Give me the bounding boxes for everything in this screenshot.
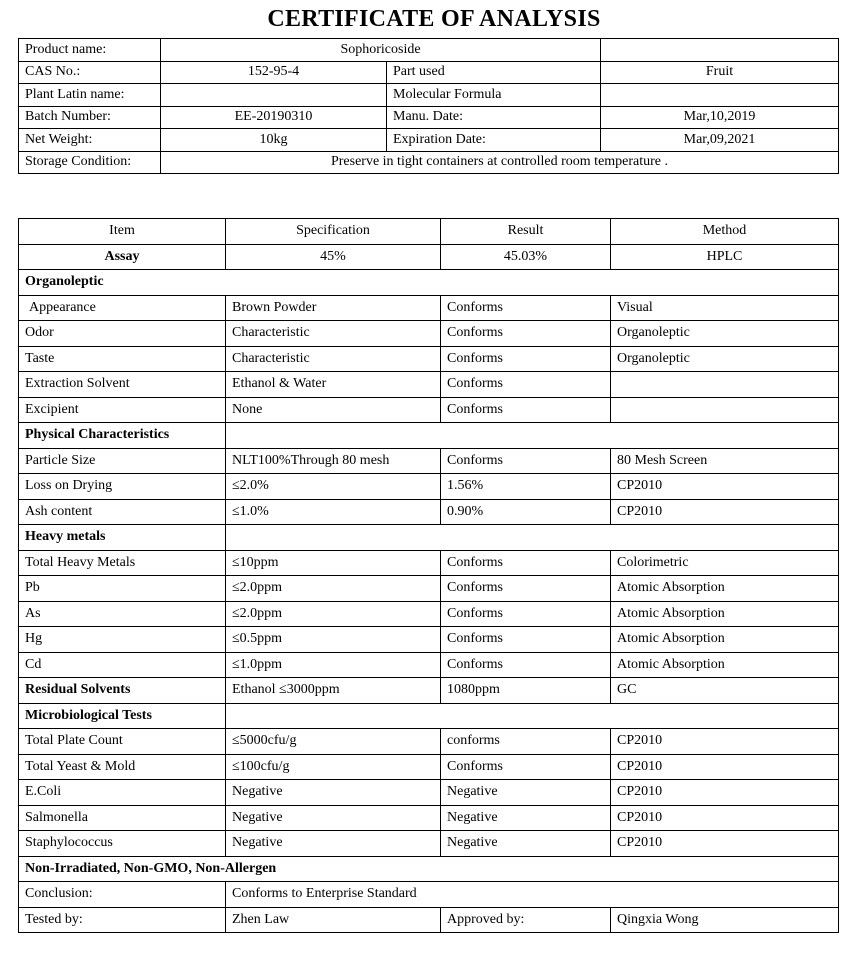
table-row: [19, 601, 839, 627]
row-spec: Brown Powder: [226, 295, 441, 321]
assay-method: HPLC: [611, 244, 839, 270]
row-result: Conforms: [441, 652, 611, 678]
table-row: [19, 550, 839, 576]
molecular-formula-label: Molecular Formula: [387, 84, 601, 107]
row-method: 80 Mesh Screen: [611, 448, 839, 474]
row-item: Cd: [19, 652, 226, 678]
table-row: [19, 106, 839, 129]
assay-spec: 45%: [226, 244, 441, 270]
table-row: [19, 907, 839, 933]
table-row: [19, 831, 839, 857]
row-result: Conforms: [441, 601, 611, 627]
row-item: Extraction Solvent: [19, 372, 226, 398]
row-method: [611, 397, 839, 423]
manu-date-value: Mar,10,2019: [601, 106, 839, 129]
section-row: [19, 525, 839, 551]
residual-solvents-result: 1080ppm: [441, 678, 611, 704]
row-item: Appearance: [19, 295, 226, 321]
storage-label: Storage Condition:: [19, 151, 161, 174]
plant-latin-value: [161, 84, 387, 107]
row-spec: ≤2.0ppm: [226, 576, 441, 602]
row-spec: ≤5000cfu/g: [226, 729, 441, 755]
row-method: Visual: [611, 295, 839, 321]
residual-solvents-item: Residual Solvents: [19, 678, 226, 704]
row-item: Hg: [19, 627, 226, 653]
part-used-value: Fruit: [601, 61, 839, 84]
manu-date-label: Manu. Date:: [387, 106, 601, 129]
assay-item: Assay: [19, 244, 226, 270]
row-spec: ≤10ppm: [226, 550, 441, 576]
row-method: CP2010: [611, 729, 839, 755]
row-spec: ≤2.0ppm: [226, 601, 441, 627]
table-row: [19, 474, 839, 500]
table-row: [19, 84, 839, 107]
table-row: [19, 882, 839, 908]
header-item: Item: [19, 219, 226, 245]
row-item: Taste: [19, 346, 226, 372]
row-result: 0.90%: [441, 499, 611, 525]
row-method: Colorimetric: [611, 550, 839, 576]
conclusion-value: Conforms to Enterprise Standard: [226, 882, 839, 908]
expiration-label: Expiration Date:: [387, 129, 601, 152]
net-weight-label: Net Weight:: [19, 129, 161, 152]
table-row: [19, 129, 839, 152]
table-row: [19, 652, 839, 678]
row-item: Salmonella: [19, 805, 226, 831]
row-spec: Negative: [226, 831, 441, 857]
row-method: CP2010: [611, 831, 839, 857]
page-title: CERTIFICATE OF ANALYSIS: [267, 6, 601, 32]
row-result: 1.56%: [441, 474, 611, 500]
row-result: conforms: [441, 729, 611, 755]
empty-cell: [226, 703, 839, 729]
row-result: Conforms: [441, 321, 611, 347]
row-result: Negative: [441, 805, 611, 831]
row-method: Atomic Absorption: [611, 601, 839, 627]
row-method: Organoleptic: [611, 346, 839, 372]
header-result: Result: [441, 219, 611, 245]
analysis-table: [18, 218, 839, 933]
approved-by-value: Qingxia Wong: [611, 907, 839, 933]
row-method: CP2010: [611, 805, 839, 831]
row-method: CP2010: [611, 754, 839, 780]
cas-value: 152-95-4: [161, 61, 387, 84]
row-spec: Negative: [226, 780, 441, 806]
table-row: [19, 729, 839, 755]
empty-cell: [226, 423, 839, 449]
header-method: Method: [611, 219, 839, 245]
tested-by-value: Zhen Law: [226, 907, 441, 933]
row-item: Ash content: [19, 499, 226, 525]
table-header-row: [19, 219, 839, 245]
section-row: [19, 270, 839, 296]
row-spec: Negative: [226, 805, 441, 831]
net-weight-value: 10kg: [161, 129, 387, 152]
row-result: Negative: [441, 780, 611, 806]
row-item: Particle Size: [19, 448, 226, 474]
row-method: CP2010: [611, 780, 839, 806]
row-method: Atomic Absorption: [611, 627, 839, 653]
section-row: [19, 703, 839, 729]
row-result: Conforms: [441, 576, 611, 602]
section-row: [19, 423, 839, 449]
row-spec: ≤100cfu/g: [226, 754, 441, 780]
row-result: Conforms: [441, 295, 611, 321]
table-row: [19, 61, 839, 84]
residual-solvents-method: GC: [611, 678, 839, 704]
storage-value: Preserve in tight containers at controlled room temperature .: [161, 151, 839, 174]
row-spec: ≤0.5ppm: [226, 627, 441, 653]
row-method: [611, 372, 839, 398]
row-spec: ≤1.0%: [226, 499, 441, 525]
table-row: [19, 448, 839, 474]
row-method: CP2010: [611, 474, 839, 500]
row-result: Conforms: [441, 372, 611, 398]
row-result: Conforms: [441, 346, 611, 372]
table-row: [19, 754, 839, 780]
plant-latin-label: Plant Latin name:: [19, 84, 161, 107]
row-result: Conforms: [441, 627, 611, 653]
product-info-table: [18, 38, 839, 174]
tested-by-label: Tested by:: [19, 907, 226, 933]
table-row: [19, 627, 839, 653]
row-item: Excipient: [19, 397, 226, 423]
row-method: Organoleptic: [611, 321, 839, 347]
table-row: [19, 321, 839, 347]
row-item: Total Yeast & Mold: [19, 754, 226, 780]
table-row: [19, 295, 839, 321]
row-item: Staphylococcus: [19, 831, 226, 857]
row-item: Loss on Drying: [19, 474, 226, 500]
section-row: [19, 856, 839, 882]
row-item: Pb: [19, 576, 226, 602]
assay-result: 45.03%: [441, 244, 611, 270]
row-method: Atomic Absorption: [611, 652, 839, 678]
row-result: Negative: [441, 831, 611, 857]
product-name-value: Sophoricoside: [161, 39, 601, 62]
assay-row: [19, 244, 839, 270]
table-row: [19, 805, 839, 831]
part-used-label: Part used: [387, 61, 601, 84]
table-row: [19, 576, 839, 602]
section-microbiological: Microbiological Tests: [19, 703, 226, 729]
row-result: Conforms: [441, 448, 611, 474]
table-row: [19, 346, 839, 372]
section-heavy-metals: Heavy metals: [19, 525, 226, 551]
expiration-value: Mar,09,2021: [601, 129, 839, 152]
table-row: [19, 499, 839, 525]
row-spec: NLT100%Through 80 mesh: [226, 448, 441, 474]
row-spec: ≤1.0ppm: [226, 652, 441, 678]
row-spec: Characteristic: [226, 321, 441, 347]
row-method: Atomic Absorption: [611, 576, 839, 602]
table-row: [19, 151, 839, 174]
table-row: [19, 780, 839, 806]
section-organoleptic: Organoleptic: [19, 270, 839, 296]
row-item: Total Plate Count: [19, 729, 226, 755]
row-spec: Characteristic: [226, 346, 441, 372]
table-row: [19, 678, 839, 704]
molecular-formula-value: [601, 84, 839, 107]
row-method: CP2010: [611, 499, 839, 525]
approved-by-label: Approved by:: [441, 907, 611, 933]
header-specification: Specification: [226, 219, 441, 245]
empty-cell: [601, 39, 839, 62]
cas-label: CAS No.:: [19, 61, 161, 84]
table-row: [19, 397, 839, 423]
batch-label: Batch Number:: [19, 106, 161, 129]
product-name-label: Product name:: [19, 39, 161, 62]
empty-cell: [226, 525, 839, 551]
row-spec: None: [226, 397, 441, 423]
residual-solvents-spec: Ethanol ≤3000ppm: [226, 678, 441, 704]
table-row: [19, 39, 839, 62]
row-result: Conforms: [441, 550, 611, 576]
row-item: Total Heavy Metals: [19, 550, 226, 576]
row-item: Odor: [19, 321, 226, 347]
batch-value: EE-20190310: [161, 106, 387, 129]
conclusion-label: Conclusion:: [19, 882, 226, 908]
section-physical: Physical Characteristics: [19, 423, 226, 449]
row-spec: Ethanol & Water: [226, 372, 441, 398]
non-irradiated-statement: Non-Irradiated, Non-GMO, Non-Allergen: [19, 856, 839, 882]
row-result: Conforms: [441, 754, 611, 780]
row-item: E.Coli: [19, 780, 226, 806]
row-spec: ≤2.0%: [226, 474, 441, 500]
table-row: [19, 372, 839, 398]
row-item: As: [19, 601, 226, 627]
row-result: Conforms: [441, 397, 611, 423]
